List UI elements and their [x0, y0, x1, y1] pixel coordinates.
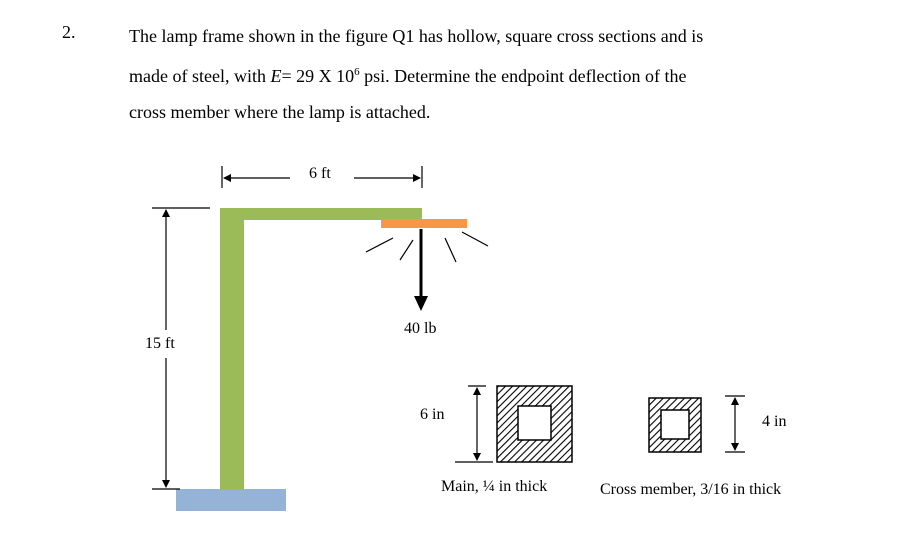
height-dimension-label: 15 ft	[145, 335, 175, 352]
modulus-symbol: E	[270, 66, 282, 86]
question-number: 2.	[62, 22, 76, 42]
line2-pre: made of steel, with	[129, 66, 271, 86]
question-line-1: The lamp frame shown in the figure Q1 has hollow, square cross sections and is	[129, 26, 704, 46]
line2-mid: = 29 X 10	[281, 66, 355, 86]
line2-post: psi. Determine the endpoint deflection of the	[359, 66, 687, 86]
exponent: 6	[354, 66, 360, 78]
main-section-hollow	[518, 406, 551, 440]
vertical-post	[220, 208, 244, 490]
width-dimension-label: 6 ft	[309, 165, 331, 182]
cross-section-dim-label: 4 in	[762, 413, 787, 430]
light-ray-left-inner	[400, 240, 413, 260]
cross-section-hollow	[661, 410, 689, 439]
cross-member	[220, 208, 422, 220]
main-section-caption: Main, ¼ in thick	[441, 478, 548, 495]
light-ray-right	[462, 232, 488, 246]
cross-section-caption: Cross member, 3/16 in thick	[600, 481, 782, 498]
lamp	[381, 219, 467, 228]
light-ray-right-inner	[445, 238, 456, 262]
main-section-dim-label: 6 in	[420, 406, 445, 423]
load-label: 40 lb	[404, 320, 437, 337]
load-arrowhead	[414, 296, 428, 311]
light-ray-left	[366, 238, 393, 252]
question-line-3: cross member where the lamp is attached.	[129, 102, 431, 122]
ground-base	[176, 489, 286, 511]
